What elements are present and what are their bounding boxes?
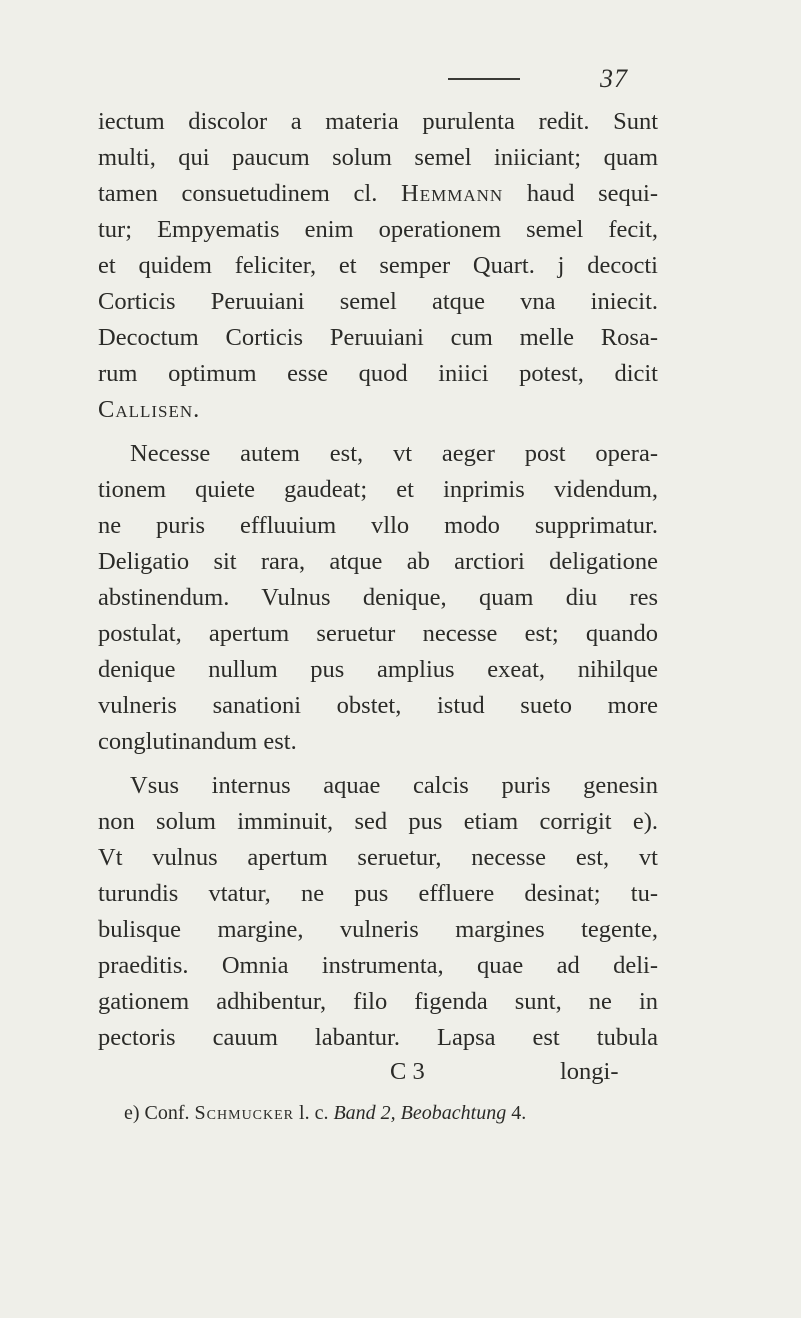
text-line: non solum imminuit, sed pus etiam corrigit e). — [98, 808, 658, 835]
footnote-text: Conf. — [144, 1102, 190, 1124]
text-line: postulat, apertum seruetur necesse est; quando — [98, 620, 658, 647]
text-line: tionem quiete gaudeat; et inprimis videndum, — [98, 476, 658, 503]
text-line: et quidem feliciter, et semper Quart. j decocti — [98, 252, 658, 279]
text-line: Deligatio sit rara, atque ab arctiori deligatione — [98, 548, 658, 575]
author-name: Hemmann — [401, 180, 504, 207]
text-line: Corticis Peruuiani semel atque vna iniecit. — [98, 288, 658, 315]
text-line: abstinendum. Vulnus denique, quam diu res — [98, 584, 658, 611]
text-line: ne puris effluuium vllo modo supprimatur. — [98, 512, 658, 539]
header-rule — [448, 78, 520, 80]
text-fragment: haud sequi- — [526, 180, 658, 207]
footnote-number: 4. — [511, 1102, 527, 1124]
text-line: tur; Empyematis enim operationem semel fecit, — [98, 216, 658, 243]
footnote-author: Schmucker — [194, 1102, 295, 1124]
text-fragment: tamen consuetudinem cl. — [98, 180, 378, 207]
page-number: 37 — [600, 64, 628, 93]
signature-mark: C 3 — [390, 1058, 425, 1085]
text-line: multi, qui paucum solum semel iniiciant; quam — [98, 144, 658, 171]
text-line: pectoris cauum labantur. Lapsa est tubula — [98, 1024, 658, 1051]
text-line: turundis vtatur, ne pus effluere desinat; tu- — [98, 880, 658, 907]
text-line: denique nullum pus amplius exeat, nihilque — [98, 656, 658, 683]
text-line: Callisen. — [98, 396, 201, 423]
text-line: vulneris sanationi obstet, istud sueto more — [98, 692, 658, 719]
text-line: gationem adhibentur, filo figenda sunt, ne in — [98, 988, 658, 1015]
catchword: longi- — [560, 1058, 619, 1085]
text-line: conglutinandum est. — [98, 728, 297, 755]
footnote-mark: e) — [124, 1102, 140, 1124]
text-line: iectum discolor a materia purulenta redit. Sunt — [98, 108, 658, 135]
footnote — [124, 1102, 526, 1125]
footnote-ref: l. c. — [299, 1102, 329, 1124]
text-line: Vt vulnus apertum seruetur, necesse est, vt — [98, 844, 658, 871]
text-line: Necesse autem est, vt aeger post opera- — [130, 440, 658, 467]
text-line: bulisque margine, vulneris margines tegente, — [98, 916, 658, 943]
text-line: Decoctum Corticis Peruuiani cum melle Rosa- — [98, 324, 658, 351]
text-line — [98, 178, 658, 210]
text-line: rum optimum esse quod iniici potest, dicit — [98, 360, 658, 387]
text-line: Vsus internus aquae calcis puris genesin — [130, 772, 658, 799]
text-line: praeditis. Omnia instrumenta, quae ad deli- — [98, 952, 658, 979]
footnote-title: Band 2, Beobachtung — [333, 1102, 507, 1124]
